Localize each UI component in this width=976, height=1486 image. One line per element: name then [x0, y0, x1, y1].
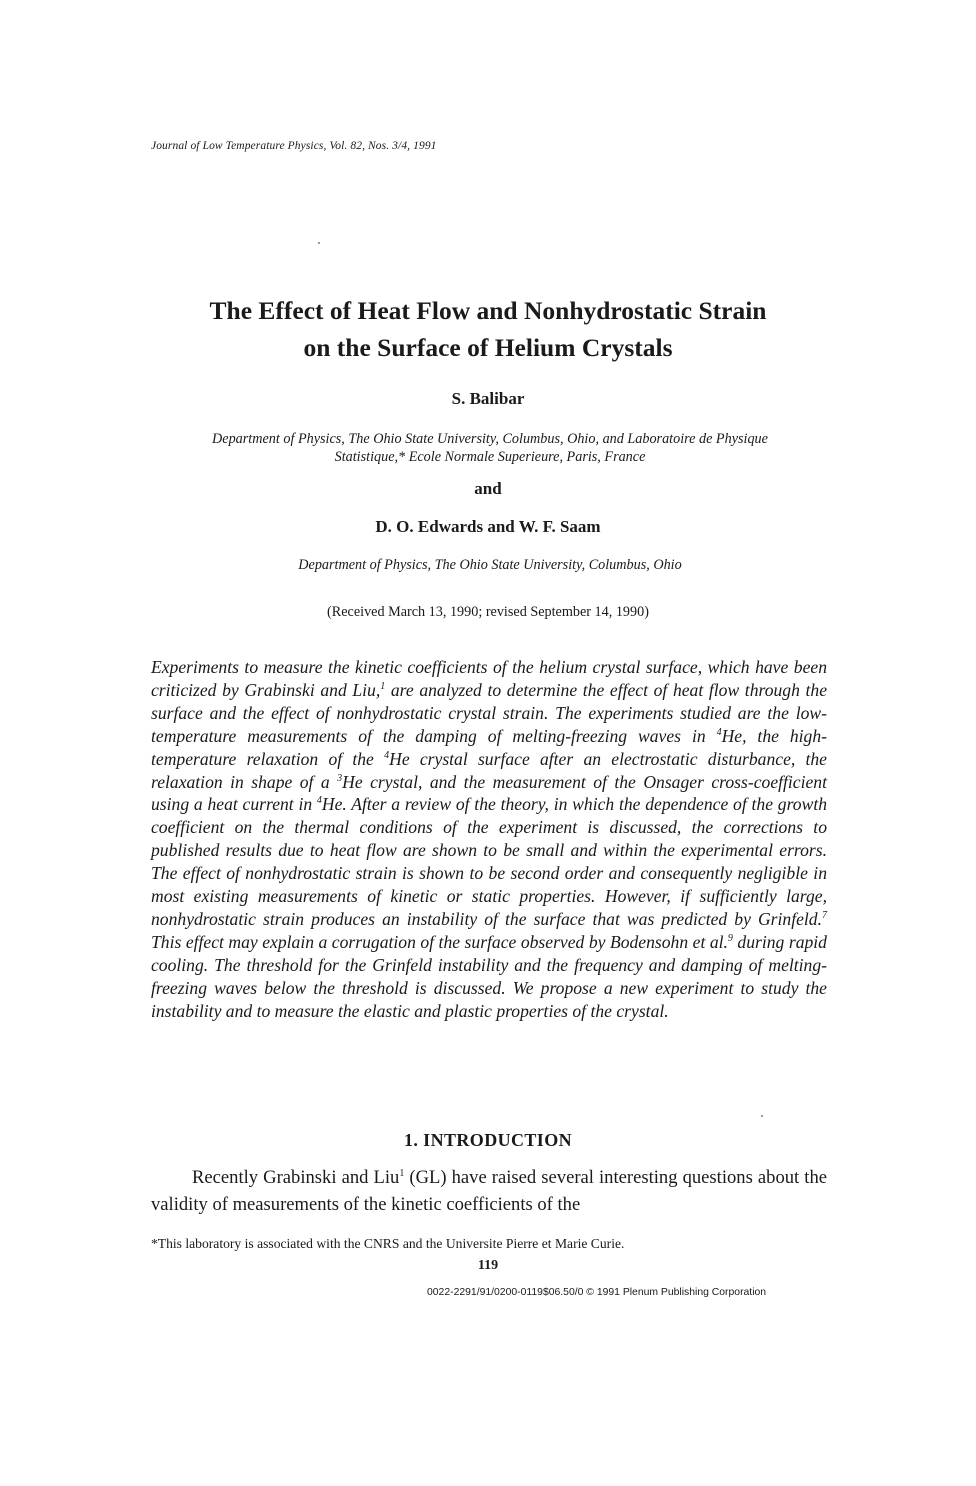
abstract-text: He. After a review of the theory, in which the dependence of the growth coefficient on the thermal conditions of the experiment is discussed, the corrections to published results due to heat flow are shown to be small and within the experimental errors. The effect of nonhydrostatic strain is shown to be second order and consequently negligible in most existing measurements of kinetic or static properties. However, if sufficiently large, nonhydrostatic strain produces an instability of the surface that was predicted by Grinfeld. — [151, 794, 827, 929]
abstract-text: He crystal surface after an electrostatic disturbance, the relaxation in shape of a — [151, 748, 827, 792]
footnote: *This laboratory is associated with the CNRS and the Universite Pierre et Marie Curie. — [151, 1236, 625, 1251]
affiliation-1-line-1: Department of Physics, The Ohio State University, Columbus, Ohio, and Laboratoire de Physique — [212, 431, 768, 447]
paper-title — [0, 292, 976, 366]
isotope-superscript: 4 — [384, 749, 390, 761]
journal-citation: Journal of Low Temperature Physics, Vol. 82, Nos. 3/4, 1991 — [151, 140, 437, 152]
received-dates: (Received March 13, 1990; revised September 14, 1990) — [327, 604, 649, 620]
intro-paragraph — [151, 1164, 827, 1218]
author-2: D. O. Edwards and W. F. Saam — [375, 517, 601, 536]
author-conjunction: and — [474, 479, 502, 498]
abstract-text: during rapid cooling. The threshold for the Grinfeld instability and the frequency and damping of melting-freezing waves below the threshold is discussed. We propose a new experiment to study the instability and to measure the elastic and plastic properties of the crystal. — [151, 931, 827, 1021]
page-number: 119 — [477, 1258, 499, 1273]
reference-marker: 7 — [822, 910, 827, 922]
intro-text: Recently Grabinski and Liu — [192, 1167, 400, 1188]
scan-speck — [761, 1115, 763, 1117]
title-line-2: on the Surface of Helium Crystals — [303, 333, 673, 362]
copyright-line: 0022-2291/91/0200-0119$06.50/0 © 1991 Plenum Publishing Corporation — [427, 1287, 767, 1298]
isotope-superscript: 3 — [337, 772, 343, 784]
reference-marker: 1 — [380, 681, 386, 693]
reference-marker: 9 — [727, 933, 733, 945]
abstract-text: are analyzed to determine the effect of heat flow through the surface and the effect of nonhydrostatic crystal strain. The experiments studied are the low-temperature measurements of the damping of melting-freezing waves in — [151, 679, 828, 746]
section-heading: 1. INTRODUCTION — [403, 1130, 573, 1150]
affiliation-2: Department of Physics, The Ohio State University, Columbus, Ohio — [298, 557, 682, 573]
title-line-1: The Effect of Heat Flow and Nonhydrostatic Strain — [209, 296, 767, 325]
scan-speck — [318, 242, 320, 244]
author-1: S. Balibar — [451, 389, 525, 408]
isotope-superscript: 4 — [716, 726, 722, 738]
abstract-text: He, the high-temperature relaxation of the — [151, 725, 827, 769]
affiliation-1-line-2: Statistique,* Ecole Normale Superieure, Paris, France — [334, 449, 646, 465]
abstract-text: Experiments to measure the kinetic coefficients of the helium crystal surface, which have been criticized by Grabinski and Liu, — [151, 657, 827, 700]
abstract — [151, 656, 827, 1023]
isotope-superscript: 4 — [316, 795, 322, 807]
affiliation-1 — [150, 430, 830, 466]
abstract-text: He crystal, and the measurement of the Onsager cross-coefficient using a heat current in — [151, 771, 827, 815]
reference-marker: 1 — [399, 1167, 405, 1179]
abstract-text: This effect may explain a corrugation of the surface observed by Bodensohn et al. — [151, 931, 728, 952]
intro-text: (GL) have raised several interesting questions about the validity of measurements of the kinetic coefficients of the — [151, 1167, 827, 1215]
